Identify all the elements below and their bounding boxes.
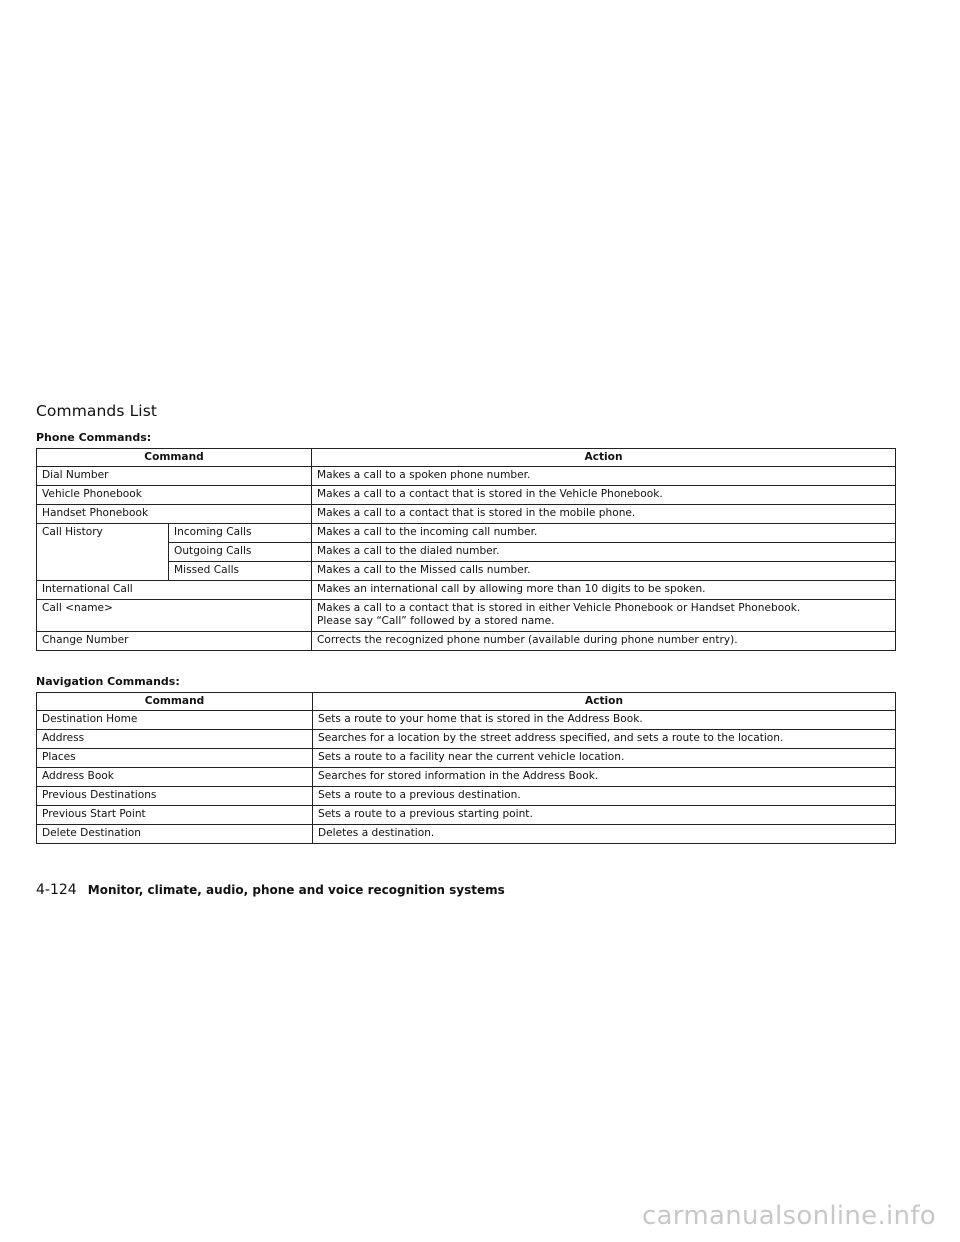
action-cell: Makes an international call by allowing more than 10 digits to be spoken.	[312, 581, 896, 600]
action-cell: Makes a call to a contact that is stored in the mobile phone.	[312, 505, 896, 524]
action-cell: Makes a call to a contact that is stored in the Vehicle Phonebook.	[312, 486, 896, 505]
table-header-row	[37, 693, 896, 711]
table-header-row	[37, 449, 896, 467]
command-cell: Call History	[37, 524, 169, 581]
command-cell: Call <name>	[37, 600, 312, 632]
command-cell: Address	[37, 730, 313, 749]
header-command: Command	[37, 693, 313, 711]
action-cell: Makes a call to a spoken phone number.	[312, 467, 896, 486]
command-cell: Change Number	[37, 632, 312, 651]
action-cell: Makes a call to the Missed calls number.	[312, 562, 896, 581]
watermark: carmanualsonline.info	[641, 1201, 936, 1231]
table-row	[37, 505, 896, 524]
phone-commands-table	[36, 448, 896, 651]
command-cell: Handset Phonebook	[37, 505, 312, 524]
command-cell: Places	[37, 749, 313, 768]
header-action: Action	[312, 449, 896, 467]
table-row	[37, 581, 896, 600]
table-row	[37, 632, 896, 651]
navigation-commands-title: Navigation Commands:	[36, 675, 180, 688]
command-cell: Previous Start Point	[37, 806, 313, 825]
action-cell: Sets a route to a facility near the current vehicle location.	[313, 749, 896, 768]
table-row	[37, 711, 896, 730]
navigation-commands-table	[36, 692, 896, 844]
section-title: Commands List	[36, 402, 158, 420]
header-action: Action	[313, 693, 896, 711]
action-cell: Searches for stored information in the Address Book.	[313, 768, 896, 787]
table-row	[37, 467, 896, 486]
action-cell: Searches for a location by the street address specified, and sets a route to the location.	[313, 730, 896, 749]
subcommand-cell: Missed Calls	[169, 562, 312, 581]
action-cell: Makes a call to the incoming call number.	[312, 524, 896, 543]
command-cell: Dial Number	[37, 467, 312, 486]
action-cell	[312, 600, 896, 632]
table-row	[37, 825, 896, 844]
subcommand-cell: Incoming Calls	[169, 524, 312, 543]
action-cell: Sets a route to a previous starting point.	[313, 806, 896, 825]
table-row	[37, 524, 896, 543]
table-row	[37, 806, 896, 825]
chapter-title: Monitor, climate, audio, phone and voice recognition systems	[87, 883, 505, 897]
action-cell: Sets a route to a previous destination.	[313, 787, 896, 806]
command-cell: Destination Home	[37, 711, 313, 730]
page-number: 4-124	[36, 882, 77, 898]
action-cell: Deletes a destination.	[313, 825, 896, 844]
phone-commands-title: Phone Commands:	[36, 431, 152, 444]
command-cell: Vehicle Phonebook	[37, 486, 312, 505]
action-line: Please say “Call” followed by a stored name.	[317, 615, 555, 627]
command-cell: Address Book	[37, 768, 313, 787]
command-cell: Delete Destination	[37, 825, 313, 844]
command-cell: International Call	[37, 581, 312, 600]
table-row	[37, 749, 896, 768]
action-cell: Corrects the recognized phone number (available during phone number entry).	[312, 632, 896, 651]
action-cell: Sets a route to your home that is stored in the Address Book.	[313, 711, 896, 730]
table-row	[37, 768, 896, 787]
action-line: Makes a call to a contact that is stored in either Vehicle Phonebook or Handset Phonebook.	[317, 602, 801, 614]
command-cell: Previous Destinations	[37, 787, 313, 806]
header-command: Command	[37, 449, 312, 467]
subcommand-cell: Outgoing Calls	[169, 543, 312, 562]
page-footer	[36, 879, 505, 898]
action-cell: Makes a call to the dialed number.	[312, 543, 896, 562]
table-row	[37, 730, 896, 749]
table-row	[37, 486, 896, 505]
table-row	[37, 600, 896, 632]
table-row	[37, 787, 896, 806]
